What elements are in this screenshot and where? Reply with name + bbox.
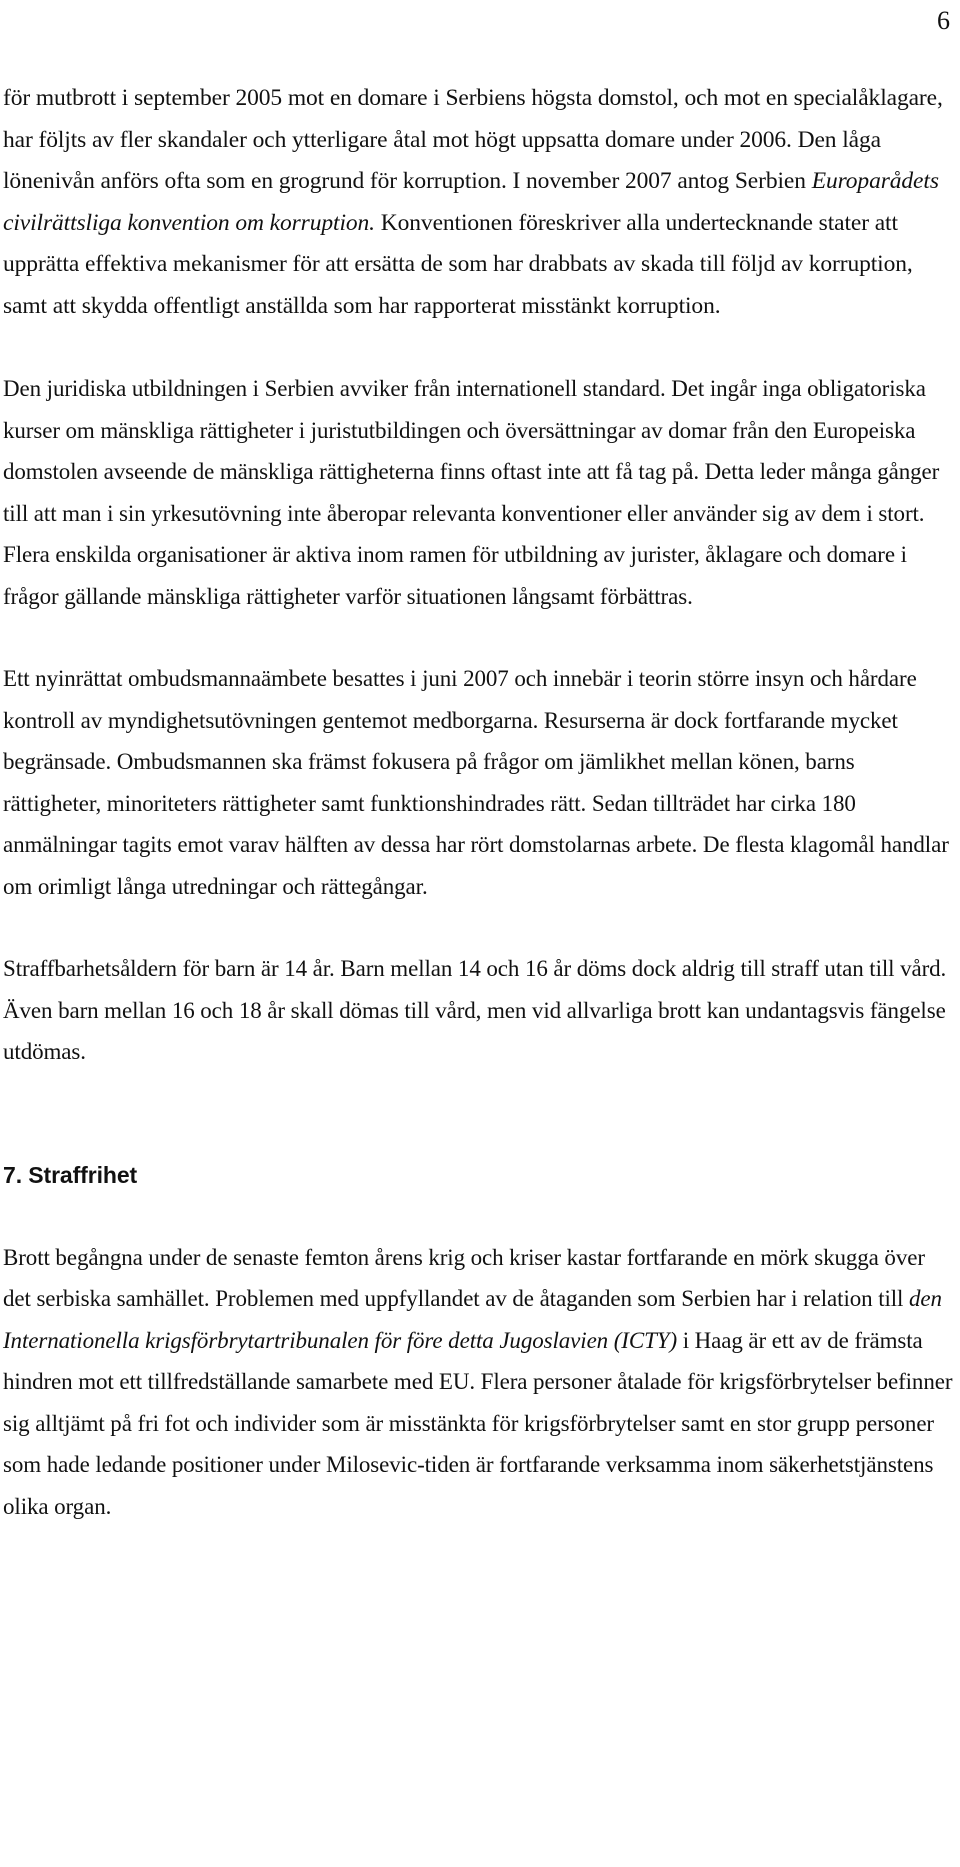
paragraph-text: i Haag är ett av de främsta hindren mot ett tillfredställande samarbete med EU. Flera personer åtalade för krigsförbrytelser befinner sig alltjämt på fri fot och individer som är misstänkta för krigsförbrytelser samt en stor grupp personer som hade ledande positioner under Milosevic-tiden är fortfarande verksamma inom säkerhetstjänstens olika organ. <box>3 1327 953 1519</box>
paragraph-text: Konventionen föreskriver alla undertecknande stater att upprätta effektiva mekanismer för att ersätta de som har drabbats av skada till följd av korruption, samt att skydda offentligt anställda som har rapporterat misstänkt korruption. <box>3 209 913 319</box>
paragraph-corruption <box>3 78 958 327</box>
convention-title: Europarådets civilrättsliga konvention om korruption. <box>3 168 939 236</box>
section-gap <box>3 1073 958 1155</box>
paragraph-text: för mutbrott i september 2005 mot en domare i Serbiens högsta domstol, och mot en specialåklagare, har följts av fler skandaler och ytterligare åtal mot högt uppsatta domare under 2006. Den låga lönenivån anförs ofta som en grogrund för korruption. I november 2007 antog Serbien <box>3 85 943 194</box>
paragraph-criminal-age: Straffbarhetsåldern för barn är 14 år. Barn mellan 14 och 16 år döms dock aldrig till straff utan till vård. Även barn mellan 16 och 18 år skall dömas till vård, men vid allvarliga brott kan undantagsvis fängelse utdömas. <box>3 956 947 1064</box>
section-heading-impunity: 7. Straffrihet <box>3 1161 138 1188</box>
paragraph-gap <box>3 327 958 368</box>
paragraph-war-crimes <box>3 1237 958 1528</box>
paragraph-gap <box>3 907 958 948</box>
paragraph-ombudsman: Ett nyinrättat ombudsmannaämbete besattes i juni 2007 och innebär i teorin större insyn och hårdare kontroll av myndighetsutövningen gentemot medborgarna. Resurserna är dock fortfarande mycket begränsade. Ombudsmannen ska främst fokusera på frågor om jämlikhet mellan könen, barns rättigheter, minoriteters rättigheter samt funktionshindrades rätt. Sedan tillträdet har cirka 180 anmälningar tagits emot varav hälften av dessa har rört domstolarnas arbete. De flesta klagomål handlar om orimligt långa utredningar och rättegångar. <box>3 666 949 899</box>
page-number: 6 <box>937 6 950 35</box>
paragraph-gap <box>3 617 958 658</box>
paragraph-legal-education: Den juridiska utbildningen i Serbien avviker från internationell standard. Det ingår inga obligatoriska kurser om mänskliga rättigheter i juristutbildingen och översättningar av domar från den Europeiska domstolen avseende de mänskliga rättigheterna finns oftast inte att få tag på. Detta leder många gånger till att man i sin yrkesutövning inte åberopar relevanta konventioner eller använder sig av dem i stort. Flera enskilda organisationer är aktiva inom ramen för utbildning av jurister, åklagare och domare i frågor gällande mänskliga rättigheter varför situationen långsamt förbättras. <box>3 376 940 609</box>
document-body <box>3 78 958 1527</box>
tribunal-name: den Internationella krigsförbrytartribunalen för före detta Jugoslavien (ICTY) <box>3 1286 942 1353</box>
paragraph-gap <box>3 1196 958 1237</box>
paragraph-text: Brott begångna under de senaste femton årens krig och kriser kastar fortfarande en mörk skugga över det serbiska samhället. Problemen med uppfyllandet av de åtaganden som Serbien har i relation till <box>3 1244 925 1311</box>
